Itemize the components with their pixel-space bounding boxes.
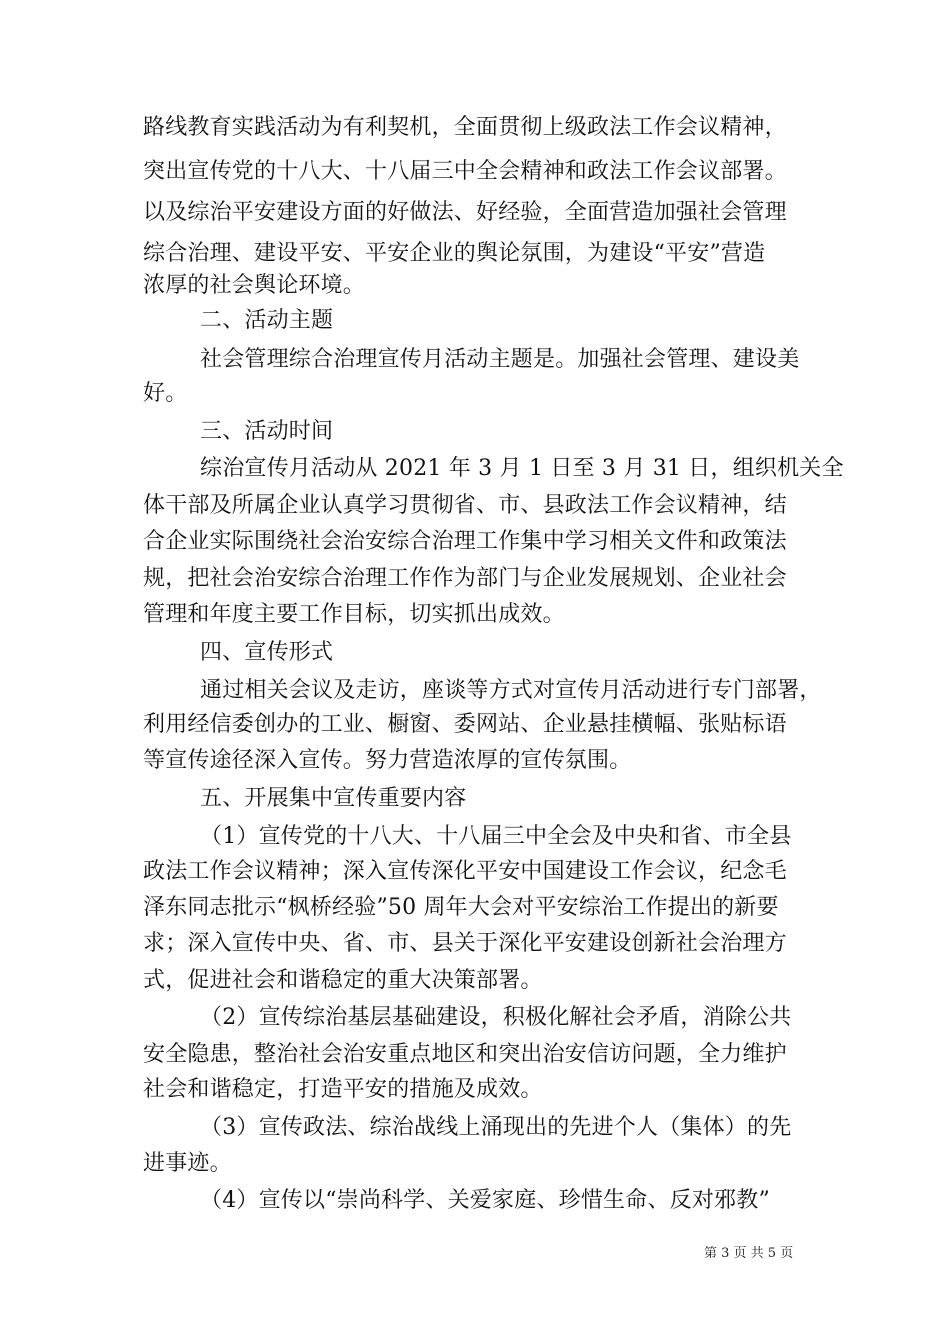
text-line: 式，促进社会和谐稳定的重大决策部署。 <box>143 968 543 993</box>
section-heading: 四、宣传形式 <box>200 640 334 665</box>
text-line: 安全隐患，整治社会治安重点地区和突出治安信访问题，全力维护 <box>143 1042 787 1067</box>
text-line: 管理和年度主要工作目标，切实抓出成效。 <box>143 602 565 627</box>
text-line: （2）宣传综治基层基础建设，积极化解社会矛盾，消除公共 <box>200 1005 792 1030</box>
text-line: 求；深入宣传中央、省、市、县关于深化平安建设创新社会治理方 <box>143 931 787 956</box>
text-line: 浓厚的社会舆论环境。 <box>143 273 366 298</box>
text-line: （3）宣传政法、综治战线上涌现出的先进个人（集体）的先 <box>200 1115 792 1140</box>
section-heading: 五、开展集中宣传重要内容 <box>200 786 467 811</box>
text-line: 体干部及所属企业认真学习贯彻省、市、县政法工作会议精神，结 <box>143 493 787 518</box>
text-line: 政法工作会议精神；深入宣传深化平安中国建设工作会议，纪念毛 <box>143 859 787 884</box>
text-line: 社会管理综合治理宣传月活动主题是。加强社会管理、建设美 <box>200 347 800 372</box>
text-line: 好。 <box>143 381 188 406</box>
text-line: 社会和谐稳定，打造平安的措施及成效。 <box>143 1077 543 1102</box>
text-line: 进事迹。 <box>143 1151 232 1176</box>
text-line: 以及综治平安建设方面的好做法、好经验，全面营造加强社会管理 <box>143 200 787 225</box>
text-line: 综治宣传月活动从 2021 年 3 月 1 日至 3 月 31 日，组织机关全 <box>200 456 844 481</box>
text-line: 等宣传途径深入宣传。努力营造浓厚的宣传氛围。 <box>143 748 632 773</box>
text-line: 规，把社会治安综合治理工作作为部门与企业发展规划、企业社会 <box>143 566 787 591</box>
section-heading: 二、活动主题 <box>200 308 334 333</box>
text-line: 合企业实际围绕社会治安综合治理工作集中学习相关文件和政策法 <box>143 529 787 554</box>
text-line: 路线教育实践活动为有利契机，全面贯彻上级政法工作会议精神， <box>143 115 787 140</box>
page-number: 第 3 页 共 5 页 <box>704 1246 794 1261</box>
text-line: （1）宣传党的十八大、十八届三中全会及中央和省、市全县 <box>200 824 792 849</box>
text-line: 利用经信委创办的工业、橱窗、委网站、企业悬挂横幅、张贴标语 <box>143 712 787 737</box>
text-line: （4）宣传以“崇尚科学、关爱家庭、珍惜生命、反对邪教” <box>200 1188 770 1213</box>
text-line: 综合治理、建设平安、平安企业的舆论氛围，为建设“平安”营造 <box>143 241 766 266</box>
text-line: 通过相关会议及走访，座谈等方式对宣传月活动进行专门部署， <box>200 678 822 703</box>
text-line: 泽东同志批示“枫桥经验”50 周年大会对平安综治工作提出的新要 <box>143 895 779 920</box>
section-heading: 三、活动时间 <box>200 419 334 444</box>
text-line: 突出宣传党的十八大、十八届三中全会精神和政法工作会议部署。 <box>143 159 787 184</box>
